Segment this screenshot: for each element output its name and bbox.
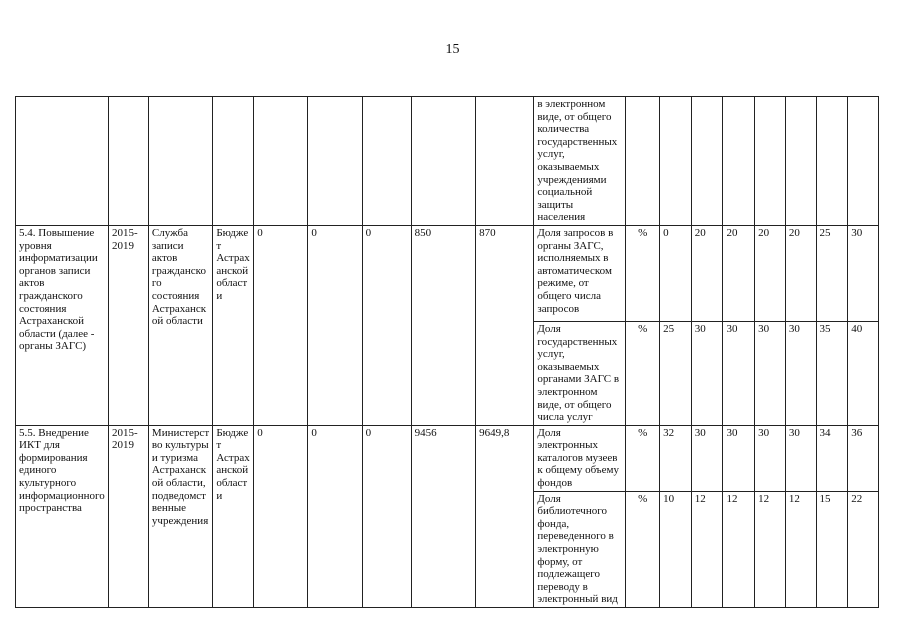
- measure-name: 5.5. Внедрение ИКТ для формирования единого культурного информационного пространства: [16, 425, 109, 607]
- measure-executor: Служба записи актов гражданского состояния Астраханской области: [148, 225, 212, 425]
- empty-cell: [626, 97, 660, 226]
- indicator-value: 25: [816, 225, 848, 321]
- empty-cell: [362, 97, 411, 226]
- amount-cell: 9649,8: [476, 425, 534, 607]
- indicator-value: 32: [660, 425, 692, 491]
- empty-cell: [848, 97, 879, 226]
- empty-cell: [723, 97, 755, 226]
- empty-cell: [755, 97, 786, 226]
- indicator-value: 30: [723, 321, 755, 425]
- amount-cell: 850: [411, 225, 475, 425]
- indicator-value: 12: [691, 491, 723, 607]
- measure-period: 2015-2019: [109, 225, 149, 425]
- empty-cell: [691, 97, 723, 226]
- indicator-value: 30: [691, 321, 723, 425]
- amount-cell: 0: [308, 225, 362, 425]
- amount-cell: 0: [362, 225, 411, 425]
- indicator-unit: %: [626, 491, 660, 607]
- empty-cell: [660, 97, 692, 226]
- indicator-text: Доля государственных услуг, оказываемых органами ЗАГС в электронном виде, от общего числа услуг: [534, 321, 626, 425]
- indicator-value: 36: [848, 425, 879, 491]
- empty-cell: [213, 97, 254, 226]
- empty-cell: [411, 97, 475, 226]
- indicator-value: 20: [755, 225, 786, 321]
- indicator-unit: %: [626, 321, 660, 425]
- indicator-value: 30: [755, 425, 786, 491]
- indicator-value: 10: [660, 491, 692, 607]
- empty-cell: [254, 97, 308, 226]
- amount-cell: 9456: [411, 425, 475, 607]
- indicator-value: 12: [723, 491, 755, 607]
- indicator-value: 30: [848, 225, 879, 321]
- table-row: [16, 225, 879, 321]
- indicator-text: Доля электронных каталогов музеев к общему объему фондов: [534, 425, 626, 491]
- amount-cell: 0: [308, 425, 362, 607]
- indicator-value: 20: [785, 225, 816, 321]
- empty-cell: [308, 97, 362, 226]
- indicator-value: 35: [816, 321, 848, 425]
- indicator-value: 25: [660, 321, 692, 425]
- amount-cell: 0: [254, 225, 308, 425]
- indicator-text: Доля библиотечного фонда, переведенного в электронную форму, от подлежащего переводу в электронный вид: [534, 491, 626, 607]
- indicator-value: 15: [816, 491, 848, 607]
- indicator-text: в электронном виде, от общего количества государственных услуг, оказываемых учреждениями социальной защиты населения: [534, 97, 626, 226]
- indicator-value: 30: [723, 425, 755, 491]
- table-row: [16, 425, 879, 491]
- indicator-value: 20: [723, 225, 755, 321]
- indicator-value: 20: [691, 225, 723, 321]
- amount-cell: 0: [254, 425, 308, 607]
- indicator-value: 22: [848, 491, 879, 607]
- measure-period: 2015-2019: [109, 425, 149, 607]
- empty-cell: [148, 97, 212, 226]
- indicator-value: 30: [785, 321, 816, 425]
- empty-cell: [785, 97, 816, 226]
- indicator-value: 34: [816, 425, 848, 491]
- indicator-text: Доля запросов в органы ЗАГС, исполняемых в автоматическом режиме, от общего числа запросов: [534, 225, 626, 321]
- indicator-unit: %: [626, 225, 660, 321]
- measure-name: 5.4. Повышение уровня информатизации органов записи актов гражданского состояния Астраханской области (далее - органы ЗАГС): [16, 225, 109, 425]
- indicator-value: 40: [848, 321, 879, 425]
- amount-cell: 0: [362, 425, 411, 607]
- empty-cell: [816, 97, 848, 226]
- indicator-value: 12: [755, 491, 786, 607]
- empty-cell: [476, 97, 534, 226]
- empty-cell: [16, 97, 109, 226]
- indicator-value: 12: [785, 491, 816, 607]
- funding-source: Бюджет Астраханской области: [213, 225, 254, 425]
- empty-cell: [109, 97, 149, 226]
- program-table: [15, 96, 879, 608]
- table-row: [16, 97, 879, 226]
- amount-cell: 870: [476, 225, 534, 425]
- indicator-value: 30: [785, 425, 816, 491]
- indicator-value: 0: [660, 225, 692, 321]
- indicator-value: 30: [755, 321, 786, 425]
- measure-executor: Министерство культуры и туризма Астраханской области, подведомственные учреждения: [148, 425, 212, 607]
- indicator-unit: %: [626, 425, 660, 491]
- page-number: 15: [445, 42, 460, 57]
- indicator-value: 30: [691, 425, 723, 491]
- funding-source: Бюджет Астраханской области: [213, 425, 254, 607]
